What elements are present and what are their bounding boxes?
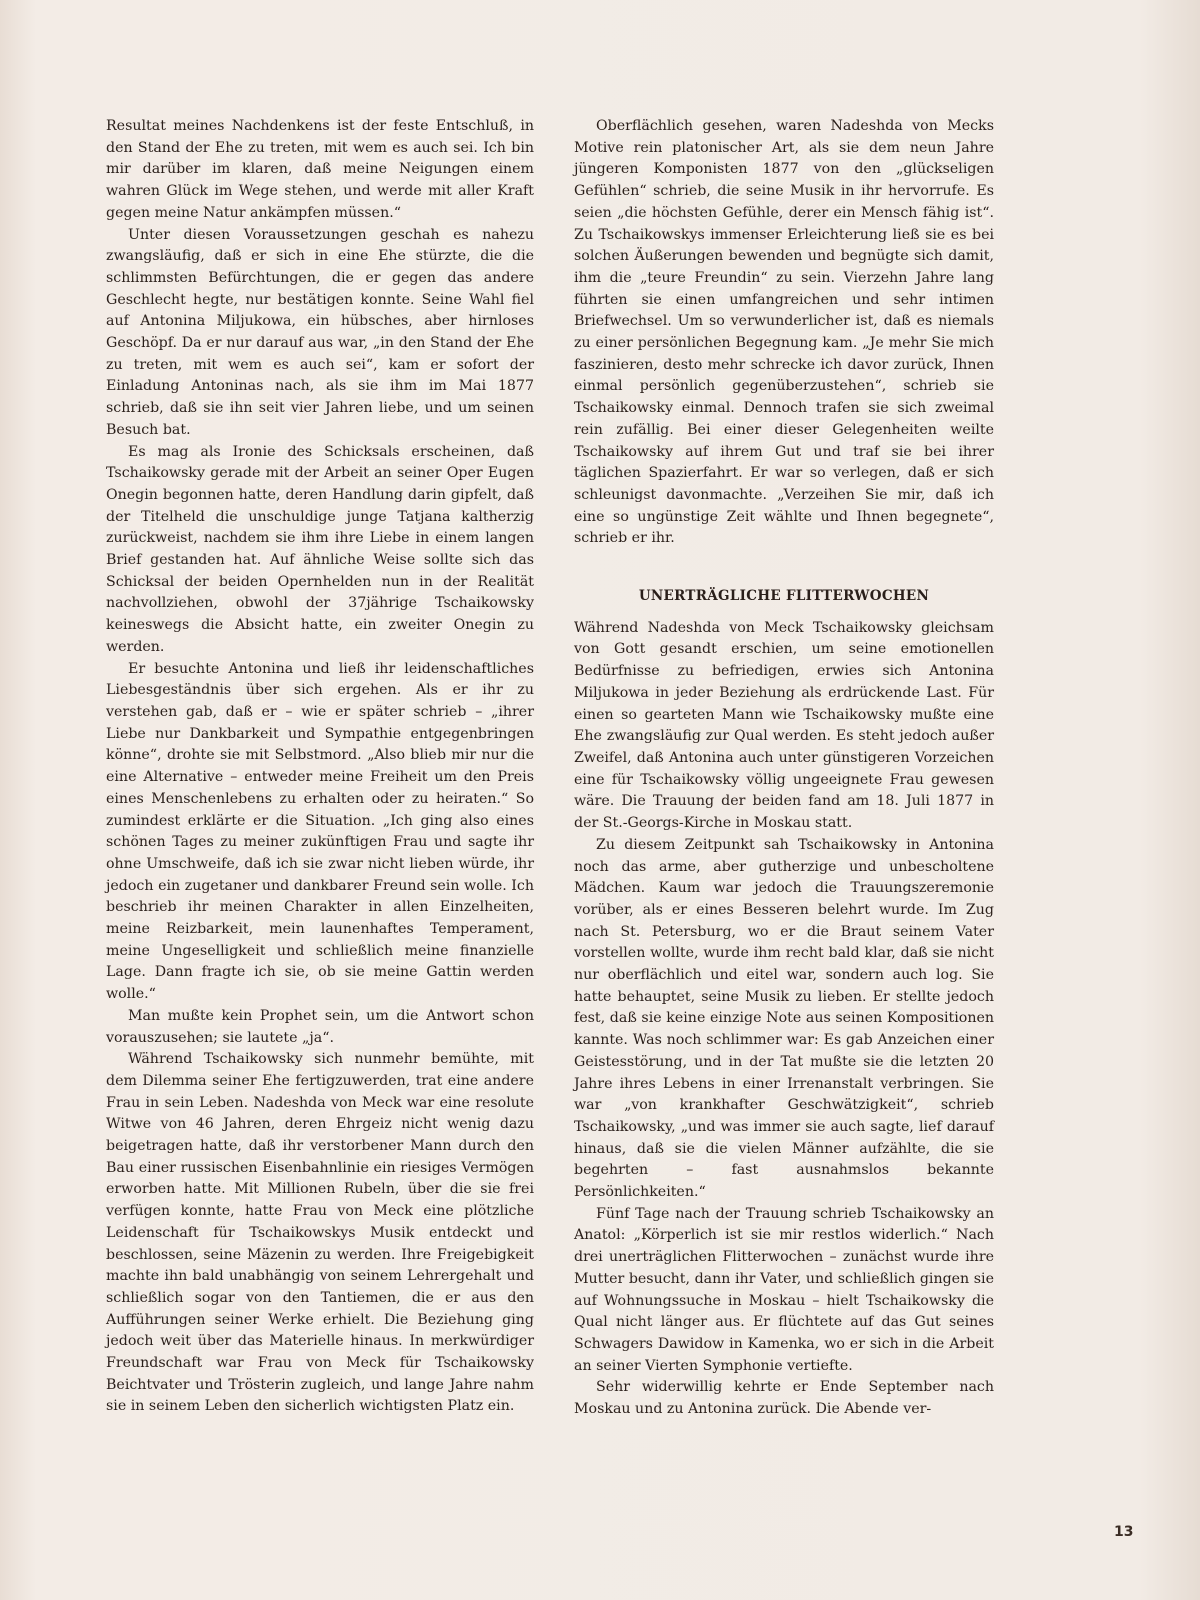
paragraph: Während Nadeshda von Meck Tschaikowsky gleichsam von Gott gesandt erschien, um seine emotionellen Bedürfnisse zu befriedigen, erwies sich Antonina Miljukowa in jeder Beziehung als erdrückende Last. Für einen so gearteten Mann wie Tschaikowsky mußte eine Ehe zwangsläufig zur Qual werden. Es steht jedoch außer Zweifel, daß Antonina auch unter günstigeren Vorzeichen eine für Tschaikowsky völlig ungeeignete Frau gewesen wäre. Die Trauung der beiden fand am 18. Juli 1877 in der St.-Georgs-Kirche in Moskau statt.: [574, 619, 994, 832]
paragraph: Es mag als Ironie des Schicksals erscheinen, daß Tschaikowsky gerade mit der Arbeit an seiner Oper Eugen Onegin begonnen hatte, deren Handlung darin gipfelt, daß der Titelheld die unschuldige junge Tatjana kaltherzig zurückweist, nachdem sie ihm ihre Liebe in einem langen Brief gestanden hat. Auf ähnliche Weise sollte sich das Schicksal der beiden Opernhelden nun in der Realität nachvollziehen, obwohl der 37jährige Tschaikowsky keineswegs die Absicht hatte, ein zweiter Onegin zu werden.: [106, 443, 534, 655]
right-column: [574, 116, 994, 1421]
paragraph: Sehr widerwillig kehrte er Ende September nach Moskau und zu Antonina zurück. Die Abende ver-: [574, 1379, 994, 1418]
left-column: [106, 116, 534, 1418]
paragraph: Während Tschaikowsky sich nunmehr bemühte, mit dem Dilemma seiner Ehe fertigzuwerden, trat eine andere Frau in sein Leben. Nadeshda von Meck war eine resolute Witwe von 46 Jahren, deren Ehrgeiz nicht wenig dazu beigetragen hatte, daß ihr verstorbener Mann durch den Bau einer russischen Eisenbahnlinie ein riesiges Vermögen erworben hatte. Mit Millionen Rubeln, über die sie frei verfügen konnte, hatte Frau von Meck eine plötzliche Leidenschaft für Tschaikowskys Musik entdeckt und beschlossen, seine Mäzenin zu werden. Ihre Freigebigkeit machte ihn bald unabhängig von seinem Lehrergehalt und schließlich sogar von den Tantiemen, die er aus den Aufführungen seiner Werke erhielt. Die Beziehung ging jedoch weit über das Materielle hinaus. In merkwürdiger Freundschaft war Frau von Meck für Tschaikowsky Beichtvater und Trösterin zugleich, und lange Jahre nahm sie in seinem Leben den sicherlich wichtigsten Platz ein.: [106, 1051, 534, 1415]
paragraph: Man mußte kein Prophet sein, um die Antwort schon vorauszusehen; sie lautete „ja“.: [106, 1007, 534, 1046]
paragraph: Fünf Tage nach der Trauung schrieb Tschaikowsky an Anatol: „Körperlich ist sie mir restlos widerlich.“ Nach drei unerträglichen Flitterwochen – zunächst wurde ihre Mutter besucht, dann ihr Vater, und schließlich gingen sie auf Wohnungssuche in Moskau – hielt Tschaikowsky die Qual nicht länger aus. Er flüchtete auf das Gut seines Schwagers Dawidow in Kamenka, wo er sich in die Arbeit an seiner Vierten Symphonie vertiefte.: [574, 1205, 994, 1374]
paragraph: Oberflächlich gesehen, waren Nadeshda von Mecks Motive rein platonischer Art, als sie dem neun Jahre jüngeren Komponisten 1877 von den „glückseligen Gefühlen“ schrieb, die seine Musik in ihr hervorrufe. Es seien „die höchsten Gefühle, derer ein Mensch fähig ist“. Zu Tschaikowskys immenser Erleichterung ließ sie es bei solchen Äußerungen bewenden und begnügte sich damit, ihm die „teure Freundin“ zu sein. Vierzehn Jahre lang führten sie einen umfangreichen und sehr intimen Briefwechsel. Um so verwunderlicher ist, daß es niemals zu einer persönlichen Begegnung kam. „Je mehr Sie mich faszinieren, desto mehr schrecke ich davor zurück, Ihnen einmal persönlich gegenüberzustehen“, schrieb sie Tschaikowsky einmal. Dennoch trafen sie sich zweimal rein zufällig. Bei einer dieser Gelegenheiten weilte Tschaikowsky auf ihrem Gut und traf sie bei ihrer täglichen Spazierfahrt. Er war so verlegen, daß er sich schleunigst davonmachte. „Verzeihen Sie mir, daß ich eine so ungünstige Zeit wählte und Ihnen begegnete“, schrieb er ihr.: [574, 118, 994, 547]
paragraph: Unter diesen Voraussetzungen geschah es nahezu zwangsläufig, daß er sich in eine Ehe stürzte, die die schlimmsten Befürchtungen, die er gegen das andere Geschlecht hegte, nur bestätigen konnte. Seine Wahl fiel auf Antonina Miljukowa, ein hübsches, aber hirnloses Geschöpf. Da er nur darauf aus war, „in den Stand der Ehe zu treten, mit wem es auch sei“, kam er sofort der Einladung Antoninas nach, als sie ihm im Mai 1877 schrieb, daß sie ihn seit vier Jahren liebe, und um seinen Besuch bat.: [106, 226, 534, 438]
paragraph: Resultat meines Nachdenkens ist der feste Entschluß, in den Stand der Ehe zu treten, mit wem es auch sei. Ich bin mir darüber im klaren, daß meine Neigungen einem wahren Glück im Wege stehen, und werde mit aller Kraft gegen meine Natur ankämpfen müssen.“: [106, 118, 534, 221]
paragraph: Er besuchte Antonina und ließ ihr leidenschaftliches Liebesgeständnis über sich ergehen. Als er ihr zu verstehen gab, daß er – wie er später schrieb – „ihrer Liebe nur Dankbarkeit und Sympathie entgegenbringen könne“, drohte sie mit Selbstmord. „Also blieb mir nur die eine Alternative – entweder meine Freiheit um den Preis eines Menschenlebens zu erhalten oder zu heiraten.“ So zumindest erklärte er die Situation. „Ich ging also eines schönen Tages zu meiner zukünftigen Frau und sagte ihr ohne Umschweife, daß ich sie zwar nicht lieben würde, ihr jedoch ein zugetaner und dankbarer Freund sein wolle. Ich beschrieb ihr meinen Charakter in allen Einzelheiten, meine Reizbarkeit, mein launenhaftes Temperament, meine Ungeselligkeit und schließlich meine finanzielle Lage. Dann fragte ich sie, ob sie meine Gattin werden wolle.“: [106, 660, 534, 1003]
section-heading: UNERTRÄGLICHE FLITTERWOCHEN: [638, 588, 930, 605]
page-number: 13: [1114, 1524, 1134, 1540]
paragraph: Zu diesem Zeitpunkt sah Tschaikowsky in Antonina noch das arme, aber gutherzige und unbescholtene Mädchen. Kaum war jedoch die Trauungszeremonie vorüber, als er eines Besseren belehrt wurde. Im Zug nach St. Petersburg, wo er die Braut seinem Vater vorstellen wollte, wurde ihm recht bald klar, daß sie nicht nur oberflächlich und eitel war, sondern auch log. Sie hatte behauptet, seine Musik zu lieben. Er stellte jedoch fest, daß sie keine einzige Note aus seinen Kompositionen kannte. Was noch schlimmer war: Es gab Anzeichen einer Geistesstörung, und in der Tat mußte sie die letzten 20 Jahre ihres Lebens in einer Irrenanstalt verbringen. Sie war „von krankhafter Geschwätzigkeit“, schrieb Tschaikowsky, „und was immer sie auch sagte, lief darauf hinaus, daß sie die vielen Männer aufzählte, die sie begehrten – fast ausnahmslos bekannte Persönlichkeiten.“: [574, 836, 994, 1201]
